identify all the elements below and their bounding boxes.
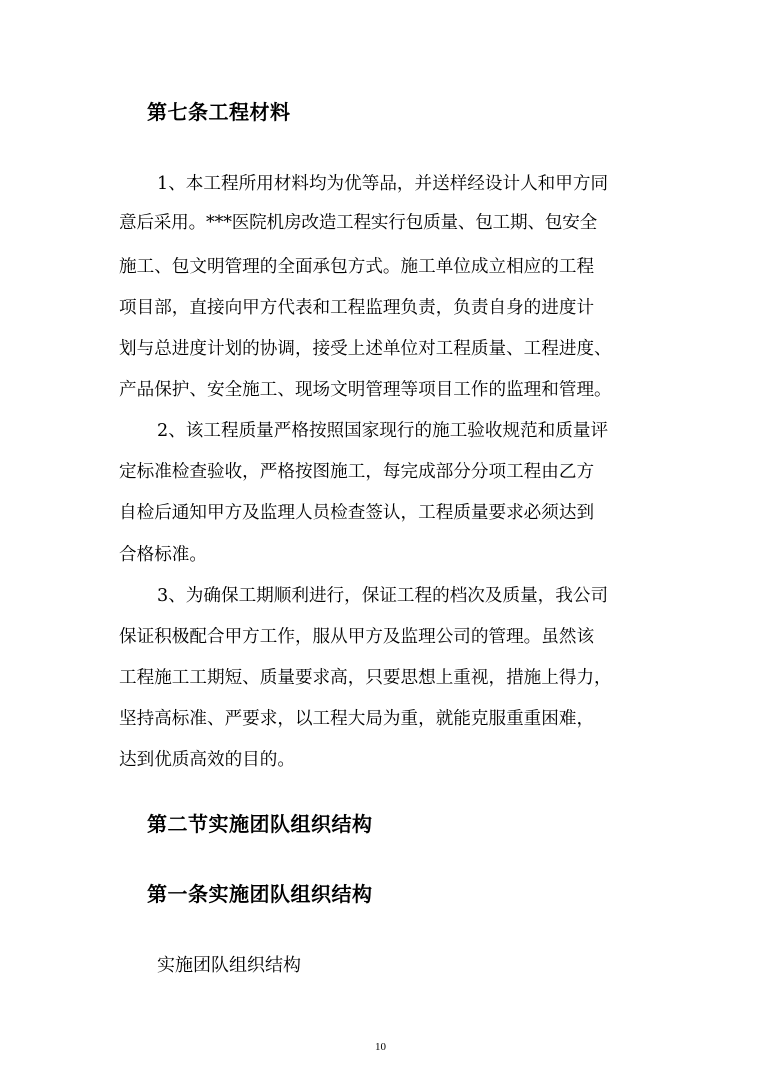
subheading-team-structure: 实施团队组织结构 [157, 955, 301, 976]
paragraph-3-line-1: 3、为确保工期顺利进行，保证工程的档次及质量，我公司 [157, 586, 609, 606]
paragraph-3-line-2: 保证积极配合甲方工作，服从甲方及监理公司的管理。虽然该 [119, 627, 595, 647]
paragraph-1-line-3: 施工、包文明管理的全面承包方式。施工单位成立相应的工程 [119, 257, 595, 277]
paragraph-1-line-2: 意后采用。***医院机房改造工程实行包质量、包工期、包安全 [119, 213, 598, 233]
paragraph-2-line-4: 合格标准。 [119, 545, 207, 565]
paragraph-1-line-5: 划与总进度计划的协调，接受上述单位对工程质量、工程进度、 [119, 339, 612, 359]
article-heading-team-structure: 第一条实施团队组织结构 [147, 882, 373, 906]
paragraph-1-line-6: 产品保护、安全施工、现场文明管理等项目工作的监理和管理。 [119, 380, 612, 400]
paragraph-2-line-2: 定标准检查验收，严格按图施工，每完成部分分项工程由乙方 [119, 462, 595, 482]
paragraph-3-line-3: 工程施工工期短、质量要求高，只要思想上重视，措施上得力， [119, 668, 612, 688]
paragraph-1-line-4: 项目部，直接向甲方代表和工程监理负责，负责自身的进度计 [119, 298, 595, 318]
paragraph-2-line-1: 2、该工程质量严格按照国家现行的施工验收规范和质量评 [157, 421, 609, 441]
paragraph-3-line-4: 坚持高标准、严要求，以工程大局为重，就能克服重重困难， [119, 709, 595, 729]
paragraph-2-line-3: 自检后通知甲方及监理人员检查签认，工程质量要求必须达到 [119, 503, 595, 523]
section-heading-team-structure: 第二节实施团队组织结构 [147, 812, 373, 836]
section-heading-materials: 第七条工程材料 [147, 100, 291, 124]
paragraph-3-line-5: 达到优质高效的目的。 [119, 750, 295, 770]
page-number: 10 [375, 1041, 386, 1053]
paragraph-1-line-1: 1、本工程所用材料均为优等品，并送样经设计人和甲方同 [157, 174, 609, 194]
